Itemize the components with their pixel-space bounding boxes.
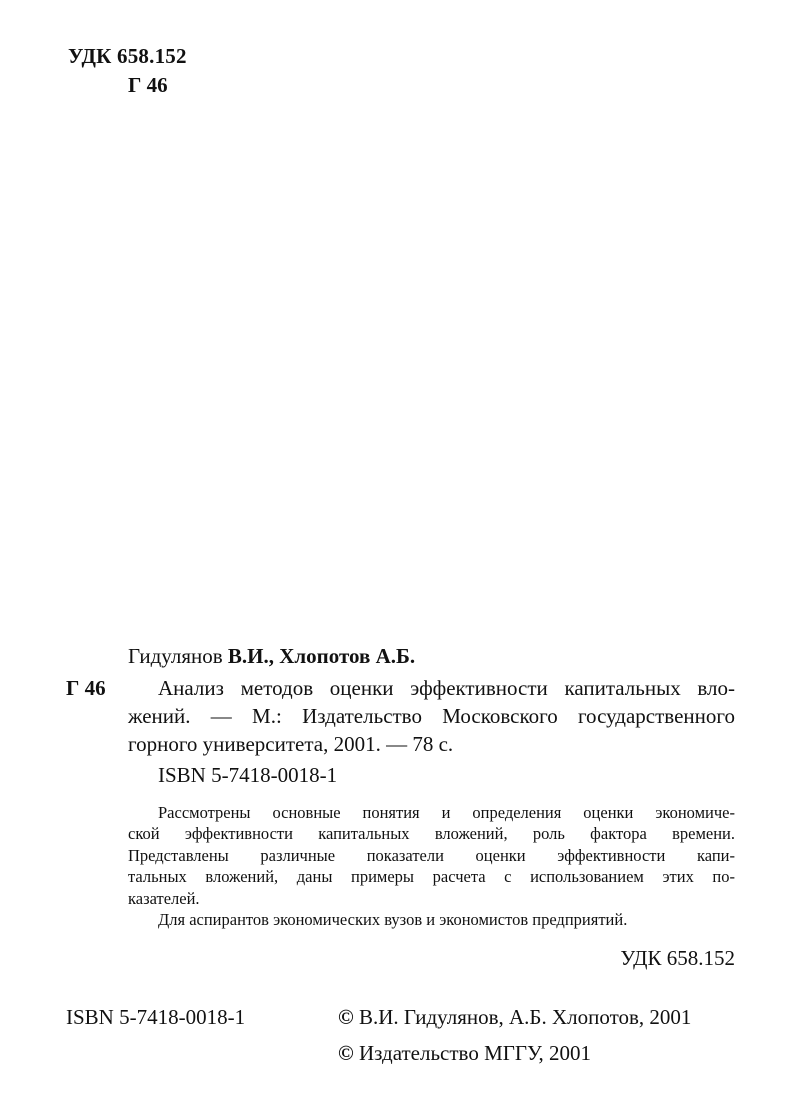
udk-header: УДК 658.152 xyxy=(68,44,187,68)
bibliographic-description xyxy=(128,674,735,758)
abstract-line: ской эффективности капитальных вложений, роль фактора времени. xyxy=(128,824,735,844)
copyright-symbol: © xyxy=(338,1041,354,1065)
title-line: горного университета, 2001. — 78 с. xyxy=(128,732,454,756)
copyright-publisher-text: Издательство МГГУ, 2001 xyxy=(358,1041,591,1065)
copyright-publisher xyxy=(338,1041,591,1066)
title-line: Анализ методов оценки эффективности капитальных вло- xyxy=(158,676,735,700)
author-sign: Г 46 xyxy=(66,676,106,700)
title-line: жений. — М.: Издательство Московского государственного xyxy=(128,704,735,728)
author-surname-1: Гидулянов xyxy=(128,644,223,668)
udk-footer: УДК 658.152 xyxy=(620,946,735,970)
abstract-line: Рассмотрены основные понятия и определения оценки экономиче- xyxy=(158,803,735,822)
isbn-record: ISBN 5-7418-0018-1 xyxy=(158,763,338,787)
isbn-footer: ISBN 5-7418-0018-1 xyxy=(66,1005,246,1029)
author-initials-1: В.И., xyxy=(227,644,274,668)
abstract-line: казателей. xyxy=(128,888,200,908)
abstract-line: Представлены различные показатели оценки эффективности капи- xyxy=(128,845,735,865)
copyright-symbol: © xyxy=(338,1005,354,1029)
author-2: Хлопотов А.Б. xyxy=(279,644,416,668)
copyright-authors-text: В.И. Гидулянов, А.Б. Хлопотов, 2001 xyxy=(358,1005,692,1029)
abstract-line: тальных вложений, даны примеры расчета с использованием этих по- xyxy=(128,867,735,887)
copyright-authors xyxy=(338,1005,691,1030)
abstract xyxy=(128,802,735,930)
audience-line: Для аспирантов экономических вузов и экономистов предприятий. xyxy=(158,910,628,930)
authors-line xyxy=(128,644,415,669)
author-sign-header: Г 46 xyxy=(128,73,168,97)
